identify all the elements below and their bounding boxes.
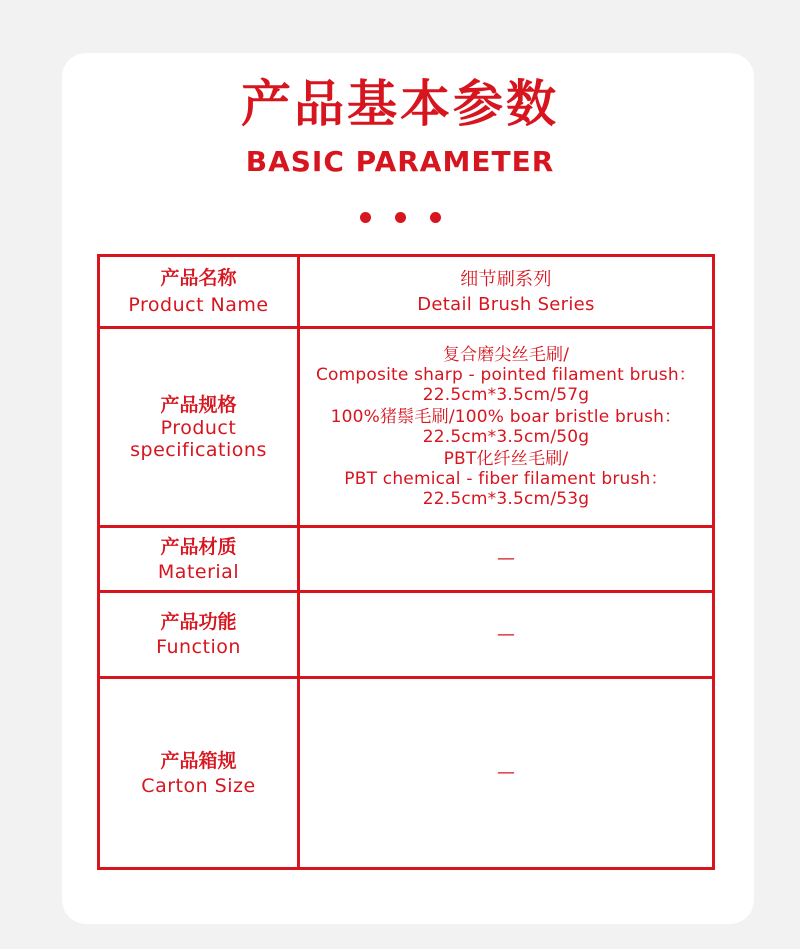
label-cell bbox=[99, 678, 299, 869]
spec-size: 22.5cm*3.5cm/50g bbox=[422, 427, 590, 447]
page-title: 产品基本参数 bbox=[241, 75, 559, 133]
value-en: Detail Brush Series bbox=[417, 293, 595, 315]
label-en: Product bbox=[160, 416, 237, 439]
spec-name-en: PBT chemical - fiber filament brush： bbox=[344, 469, 668, 489]
label-en: Material bbox=[157, 560, 240, 583]
table-row-product-name bbox=[99, 256, 714, 328]
spec-item bbox=[302, 345, 710, 405]
label-en: specifications bbox=[130, 438, 267, 461]
label-cn: 产品规格 bbox=[160, 393, 237, 416]
value-cell bbox=[299, 678, 714, 869]
table-row-specifications bbox=[99, 328, 714, 527]
value-cn: 细节刷系列 bbox=[460, 268, 552, 290]
spec-name-cn: 复合磨尖丝毛刷/ bbox=[442, 345, 570, 365]
spec-size: 22.5cm*3.5cm/53g bbox=[422, 489, 590, 509]
value-cell bbox=[299, 328, 714, 527]
decorative-dots bbox=[0, 212, 800, 230]
table-row-function bbox=[99, 592, 714, 678]
value-cell bbox=[299, 592, 714, 678]
label-en: Product Name bbox=[128, 294, 269, 316]
label-cell bbox=[99, 592, 299, 678]
spec-size: 22.5cm*3.5cm/57g bbox=[422, 385, 590, 405]
label-cell bbox=[99, 328, 299, 527]
label-en: Function bbox=[156, 636, 241, 658]
empty-value: — bbox=[497, 762, 515, 783]
label-cn: 产品材质 bbox=[160, 535, 237, 558]
dot-icon bbox=[395, 212, 406, 223]
empty-value: — bbox=[497, 548, 515, 569]
spec-name-en: Composite sharp - pointed filament brush： bbox=[315, 365, 696, 385]
dot-icon bbox=[360, 212, 371, 223]
table-row-carton-size bbox=[99, 678, 714, 869]
table-row-material bbox=[99, 527, 714, 592]
value-cell bbox=[299, 527, 714, 592]
dot-icon bbox=[430, 212, 441, 223]
label-cn: 产品功能 bbox=[160, 611, 237, 633]
label-cn: 产品名称 bbox=[160, 267, 237, 289]
page-subtitle: BASIC PARAMETER bbox=[245, 145, 555, 178]
parameter-table bbox=[97, 254, 715, 870]
label-cn: 产品箱规 bbox=[160, 749, 237, 772]
spec-item bbox=[302, 449, 710, 509]
spec-name: 100%猪鬃毛刷/100% boar bristle brush： bbox=[330, 407, 682, 427]
spec-name-cn: PBT化纤丝毛刷/ bbox=[443, 449, 569, 469]
empty-value: — bbox=[497, 623, 515, 645]
label-cell bbox=[99, 527, 299, 592]
value-cell bbox=[299, 256, 714, 328]
label-en: Carton Size bbox=[141, 774, 256, 797]
label-cell bbox=[99, 256, 299, 328]
spec-item bbox=[302, 407, 710, 447]
